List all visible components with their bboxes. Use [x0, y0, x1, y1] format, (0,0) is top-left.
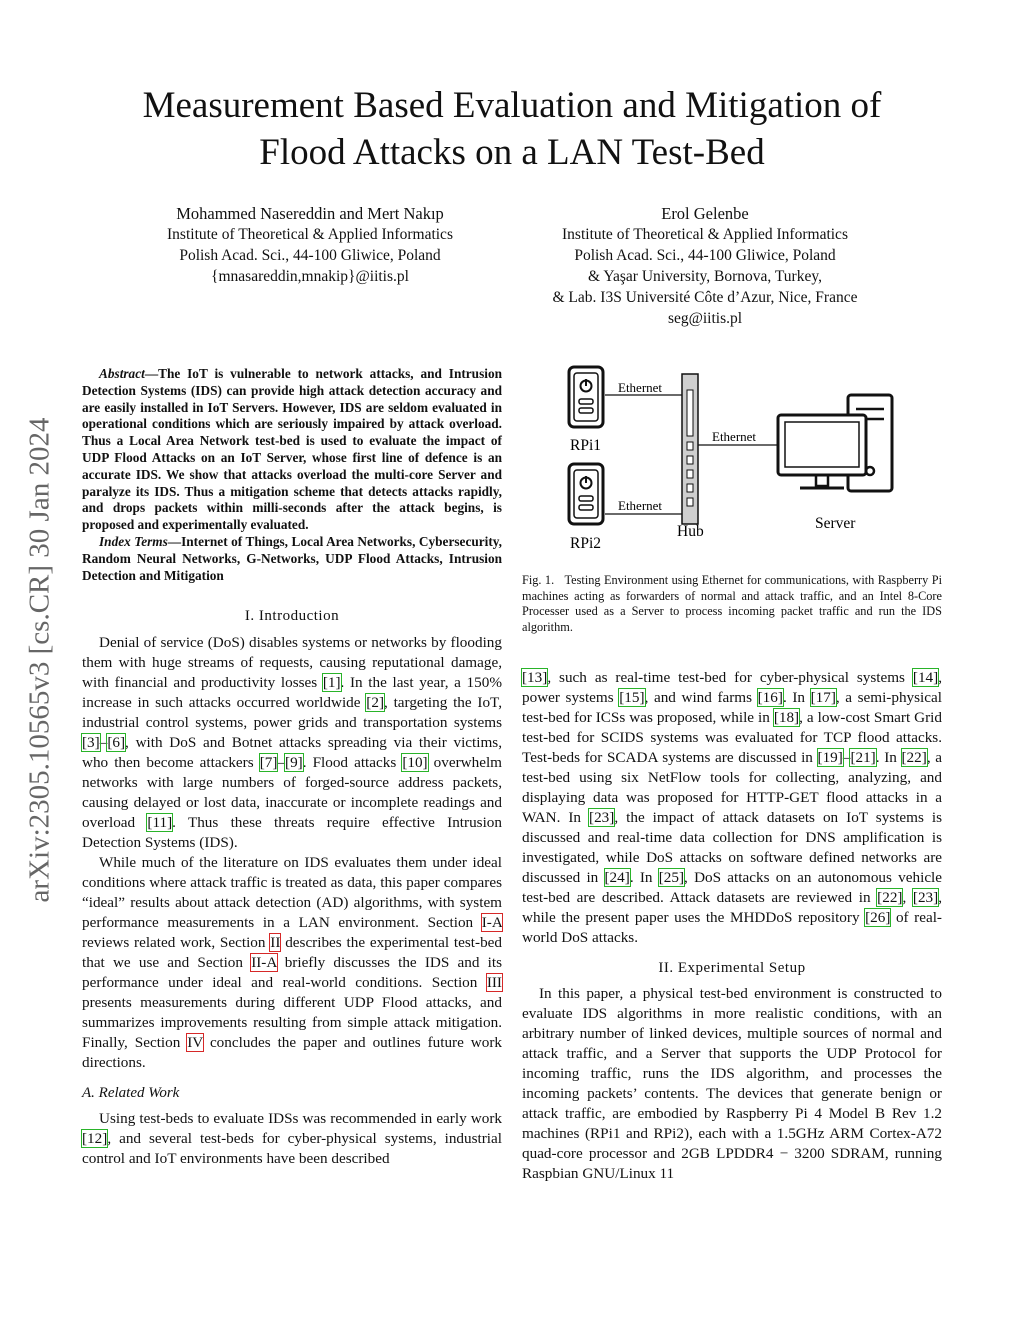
figure-1: [560, 362, 920, 562]
intro-paragraph-1: [82, 633, 502, 853]
body-text: , a test-bed using six NetFlow tools for collecting, analyzing, and displaying data was proposed for HTTP-GET flood attacks in a WAN. In: [522, 749, 942, 826]
body-text: –: [842, 749, 851, 766]
citation-link[interactable]: [23]: [589, 809, 615, 826]
body-text: of real-world DoS attacks.: [522, 909, 942, 946]
section-ref-link[interactable]: III: [486, 974, 502, 992]
body-text: reviews related work, Section: [82, 934, 271, 952]
section-ref-link[interactable]: IV: [187, 1034, 204, 1052]
body-text: . In: [782, 689, 811, 706]
setup-paragraph-1: In this paper, a physical test-bed environment is constructed to evaluate IDS algorithms in more realistic conditions, with an arbitrary number of linked devices, multiple sources of normal and attack traffic, and a Server that supports the UDP Protocol for incoming traffic, runs the IDS algorithm, and processes the incoming packets’ contents. The devices that generate benign or attack traffic, are embodied by Raspberry Pi 4 Model B Rev 1.2 machines (RPi1 and RPi2), each with a 1.5GHz ARM Cortex-A72 quad-core processor and 2GB LPDDR4 − 3200 SDRAM, running Raspbian GNU/Linux 11: [522, 985, 942, 1182]
section-ref-link[interactable]: I-A: [481, 914, 502, 932]
citation-link[interactable]: [1]: [322, 674, 341, 692]
citation-link[interactable]: [2]: [366, 694, 385, 712]
citation-link[interactable]: [10]: [402, 754, 428, 772]
citation-link[interactable]: [15]: [619, 689, 645, 706]
citation-link[interactable]: [22]: [901, 749, 927, 766]
body-text: , while the present paper uses the MHDDoS repository: [522, 889, 942, 926]
intro-paragraph-3: [82, 1109, 502, 1169]
left-column: [82, 366, 502, 1169]
citation-link[interactable]: [22]: [877, 889, 903, 906]
body-text: describes the experimental test-bed that we use and Section: [82, 934, 502, 972]
body-text: –: [99, 734, 108, 752]
body-text: , targeting the IoT, industrial control systems, power grids and transportation systems: [82, 694, 502, 732]
body-text: , DoS attacks on an autonomous vehicle test-bed are described. Attack datasets are reviewed in: [522, 869, 943, 906]
body-text: concludes the paper and outlines future work directions.: [82, 1034, 502, 1072]
author-block-right: Erol Gelenbe Institute of Theoretical & Applied Informatics Polish Acad. Sci., 44-100 Gliwice, Poland & Yaşar University, Bornova, Turkey, & Lab. I3S Université Côte d’Azur, Nice, France seg@iitis.pl: [552, 204, 858, 327]
rpi2-label: RPi2: [570, 535, 602, 552]
intro-paragraph-2: [82, 853, 502, 1073]
body-text: , such as real-time test-bed for cyber-physical systems: [547, 669, 913, 686]
body-text: , and several test-beds for cyber-physical systems, industrial control and IoT environments have been described: [82, 1130, 502, 1168]
citation-link[interactable]: [21]: [850, 749, 876, 766]
citation-link[interactable]: [24]: [604, 869, 630, 886]
body-text: , and wind farms: [644, 689, 758, 706]
citation-link[interactable]: [12]: [82, 1130, 108, 1148]
body-text: ,: [902, 889, 913, 906]
citation-link[interactable]: [13]: [522, 669, 548, 686]
body-text: , a low-cost Smart Grid test-bed for SCIDS systems was evaluated for TCP flood attacks. Test-beds for SCADA systems are discussed in: [522, 709, 942, 766]
related-work-continued: [522, 668, 942, 948]
citation-link[interactable]: [14]: [912, 669, 939, 686]
server-label: Server: [815, 515, 856, 532]
hub-label: Hub: [677, 523, 704, 540]
server-icon: [778, 395, 892, 491]
right-column: [522, 668, 942, 1184]
body-text: , the impact of attack datasets on IoT systems is discussed and real-time data collection for DNS amplification is investigated, while DoS attacks on software defined networks are discussed in: [522, 809, 942, 886]
citation-link[interactable]: [19]: [817, 749, 843, 766]
section-ref-link[interactable]: II: [270, 934, 281, 952]
citation-link[interactable]: [16]: [757, 689, 783, 706]
abstract: Abstract—The IoT is vulnerable to network attacks, and Intrusion Detection Systems (IDS) can provide high attack detection accuracy and are easily installed in IoT Servers. However, IDS are seldom evaluated in operational conditions which are seriously impaired by attack overload. Thus a Local Area Network test-bed is used to evaluate the impact of UDP Flood Attacks on an IoT Server, whose first line of defence is an accurate IDS. We show that attacks overload the multi-core Server and paralyze its IDS. Thus a mitigation scheme that detects attacks rapidly, and drops packets within milli-seconds after the attack begins, is proposed and experimentally evaluated. Index Terms—Internet of Things, Local Area Networks, Cybersecurity, Random Neural Networks, G-Networks, UDP Flood Attacks, Intrusion Detection and Mitigation: [82, 366, 503, 583]
body-text: Using test-beds to evaluate IDSs was recommended in early work: [99, 1110, 502, 1128]
author-block-left: Mohammed Nasereddin and Mert Nakıp Institute of Theoretical & Applied Informatics Polish Acad. Sci., 44-100 Gliwice, Poland {mnasareddin,mnakip}@iitis.pl: [167, 204, 453, 285]
body-text: , a semi-physical test-bed for ICSs was proposed, while in: [522, 689, 942, 726]
body-text: , with DoS and Botnet attacks spreading via their victims, who then become attackers: [82, 734, 502, 772]
rpi1-icon: [569, 367, 603, 427]
ethernet-label-3: Ethernet: [712, 429, 757, 444]
ethernet-label-2: Ethernet: [618, 498, 663, 513]
body-text: briefly discusses the IDS and its performance under ideal and real-world conditions. Section: [82, 954, 502, 992]
citation-link[interactable]: [25]: [658, 869, 685, 886]
intro-heading: I. Introduction: [244, 608, 340, 625]
body-text: . Flood attacks: [302, 754, 403, 772]
body-text: –: [277, 754, 286, 772]
arxiv-sidebar: arXiv:2305.10565v3 [cs.CR] 30 Jan 2024: [23, 417, 56, 903]
body-text: . In the last year, a 150% increase in such attacks occurred worldwide: [82, 674, 502, 712]
citation-link[interactable]: [23]: [912, 889, 939, 906]
related-work-heading: A. Related Work: [82, 1085, 180, 1102]
paper-title: Measurement Based Evaluation and Mitigation of Flood Attacks on a LAN Test-Bed: [142, 85, 882, 173]
body-text: Denial of service (DoS) disables systems or networks by flooding them with huge streams of requests, causing reputational damage, with financial and productivity losses: [82, 634, 502, 692]
hub-icon: [682, 374, 698, 524]
body-text: . In: [875, 749, 902, 766]
body-text: . In: [629, 869, 659, 886]
ethernet-label-1: Ethernet: [618, 380, 663, 395]
rpi2-icon: [569, 464, 603, 524]
citation-link[interactable]: [11]: [147, 814, 173, 832]
body-text: While much of the literature on IDS evaluates them under ideal conditions where attack traffic is treated as data, this paper compares “ideal” results about attack detection (AD) algorithms, with system performance measurements in a LAN environment. Section: [82, 854, 502, 932]
citation-link[interactable]: [26]: [865, 909, 891, 926]
section-ref-link[interactable]: II-A: [251, 954, 277, 972]
citation-link[interactable]: [3]: [82, 734, 100, 752]
body-text: . Thus these threats require effective Intrusion Detection Systems (IDS).: [82, 814, 502, 852]
body-text: overwhelm networks with large numbers of forged-source address packets, causing delayed or lost data, inaccurate or incomplete readings and overload: [82, 754, 502, 832]
figure-caption: Fig. 1. Testing Environment using Ethernet for communications, with Raspberry Pi machines acting as forwarders of normal and attack traffic, and an Intel 8-Core Processer used as a Server to process incoming packet traffic and run the IDS algorithm.: [522, 573, 942, 634]
citation-link[interactable]: [9]: [285, 754, 303, 772]
body-text: presents measurements during different UDP Flood attacks, and summarizes improvements resulting from simple attack mitigation. Finally, Section: [82, 994, 502, 1052]
citation-link[interactable]: [18]: [773, 709, 800, 726]
citation-link[interactable]: [7]: [259, 754, 278, 772]
setup-heading: II. Experimental Setup: [658, 960, 806, 976]
citation-link[interactable]: [6]: [107, 734, 126, 752]
rpi1-label: RPi1: [570, 437, 602, 454]
citation-link[interactable]: [17]: [810, 689, 836, 706]
body-text: , power systems: [522, 669, 942, 706]
